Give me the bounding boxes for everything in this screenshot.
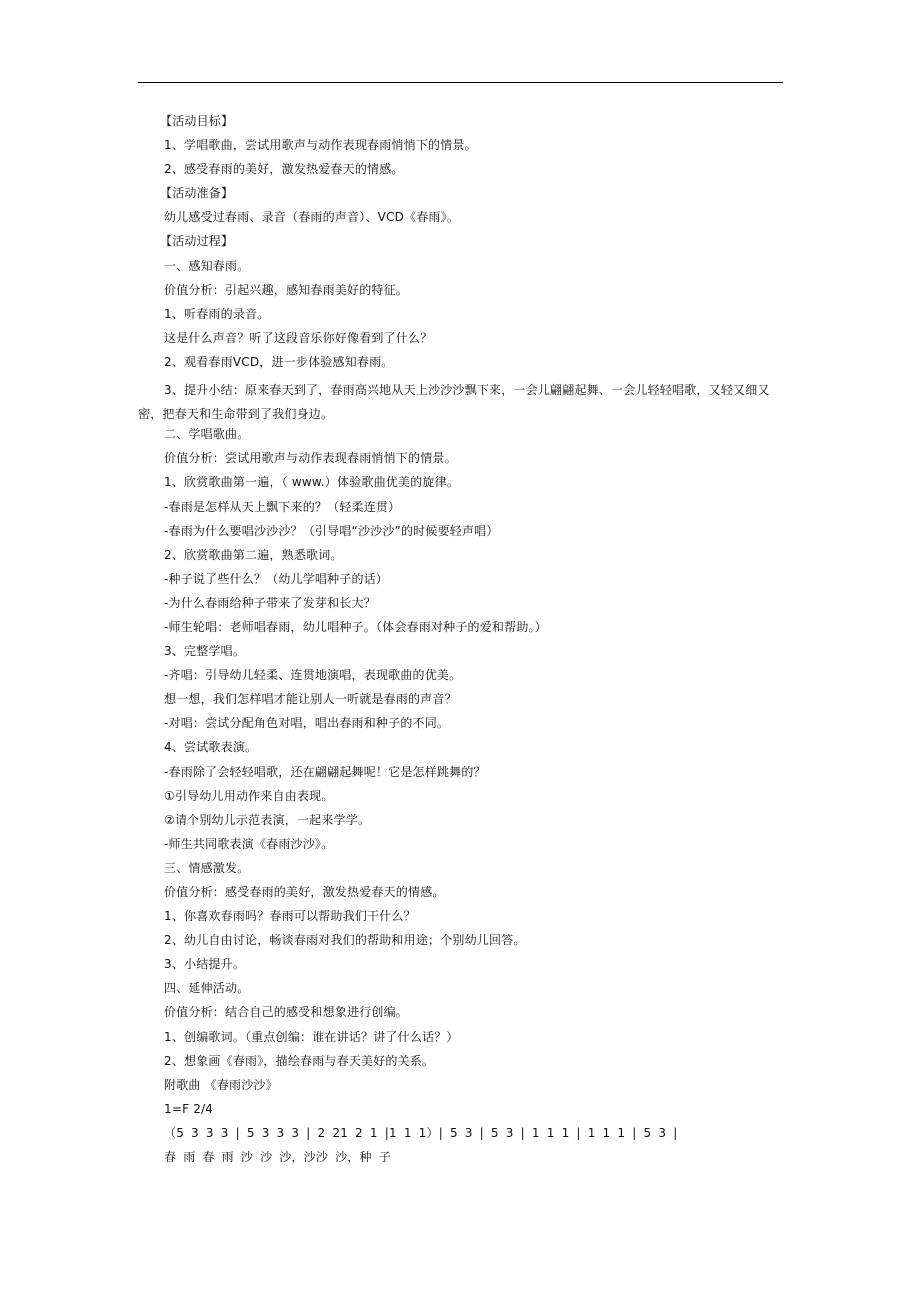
text-line: -春雨除了会轻轻唱歌，还在翩翩起舞呢！它是怎样跳舞的？ [164,764,486,779]
text-line: ①引导幼儿用动作来自由表现。 [164,788,334,803]
section-heading: 【活动过程】 [160,234,234,249]
text-line: -为什么春雨给种子带来了发芽和长大？ [164,595,376,610]
text-line: 价值分析：结合自己的感受和想象进行创编。 [164,1005,409,1020]
text-line: 二、学唱歌曲。 [164,427,250,442]
text-line: -师生轮唱：老师唱春雨，幼儿唱种子。（体会春雨对种子的爱和帮助。） [164,619,547,634]
text-line: 这是什么声音？听了这段音乐你好像看到了什么？ [164,330,433,345]
text-line: ②请个别幼儿示范表演，一起来学学。 [164,812,371,827]
text-line: 3、小结提升。 [164,957,246,972]
text-line: -种子说了些什么？（幼儿学唱种子的话） [164,571,389,586]
score-line: （5 3 3 3 | 5 3 3 3 | 2 21 2 1 |1 1 1）| 5 3 | 5 3 | 1 1 1 | 1 1 1 | 5 3 | [164,1125,678,1140]
text-line: 1、听春雨的录音。 [164,306,270,321]
text-line: -齐唱：引导幼儿轻柔、连贯地演唱，表现歌曲的优美。 [164,668,462,683]
text-line: 附歌曲 《春雨沙沙》 [164,1077,278,1092]
text-line: 2、观看春雨VCD，进一步体验感知春雨。 [164,354,394,369]
text-line: 1、欣赏歌曲第一遍，（ www.）体验歌曲优美的旋律。 [164,475,460,490]
document-body [0,113,920,1173]
text-line: 幼儿感受过春雨、录音（春雨的声音）、VCD《春雨》。 [164,210,460,225]
text-line: 1=F 2/4 [164,1101,214,1116]
text-line: 1、学唱歌曲，尝试用歌声与动作表现春雨悄悄下的情景。 [164,138,477,153]
text-line: 2、幼儿自由讨论，畅谈春雨对我们的帮助和用途；个别幼儿回答。 [164,933,526,948]
text-line: 三、情感激发。 [164,860,250,875]
section-heading: 【活动准备】 [160,186,234,201]
text-line: 2、想象画《春雨》，描绘春雨与春天美好的关系。 [164,1053,435,1068]
text-line: 2、感受春雨的美好，激发热爱春天的情感。 [164,162,404,177]
text-line: -对唱：尝试分配角色对唱，唱出春雨和种子的不同。 [164,716,450,731]
text-line: -春雨为什么要唱沙沙沙？（引导唱“沙沙沙”的时候要轻声唱） [164,523,499,538]
text-line: -春雨是怎样从天上飘下来的？（轻柔连贯） [164,499,401,514]
text-line: 想一想，我们怎样唱才能让别人一听就是春雨的声音？ [164,692,457,707]
score-line: 春 雨 春 雨 沙 沙 沙，沙沙 沙，种 子 [164,1150,391,1165]
text-line: 3、完整学唱。 [164,644,246,659]
text-line: 4、尝试歌表演。 [164,740,258,755]
section-heading: 【活动目标】 [160,114,234,128]
text-line: 1、你喜欢春雨吗？春雨可以帮助我们干什么？ [164,909,416,924]
text-line: 价值分析：感受春雨的美好，激发热爱春天的情感。 [164,885,445,899]
text-line: 1、创编歌词。（重点创编：谁在讲话？讲了什么话？） [164,1029,459,1044]
text-line: 2、欣赏歌曲第二遍，熟悉歌词。 [164,547,343,562]
text-line: 四、延伸活动。 [164,981,250,996]
top-rule [138,82,783,83]
text-line: 价值分析：引起兴趣，感知春雨美好的特征。 [164,282,409,297]
text-line: 一、感知春雨。 [164,258,250,273]
text-line: 3、提升小结：原来春天到了，春雨高兴地从天上沙沙沙飘下来，一会儿翩翩起舞、一会儿轻轻唱歌，又轻又细又密，把春天和生命带到了我们身边。 [138,383,770,422]
text-line: -师生共同歌表演《春雨沙沙》。 [164,836,334,851]
text-line: 价值分析：尝试用歌声与动作表现春雨悄悄下的情景。 [164,451,457,466]
